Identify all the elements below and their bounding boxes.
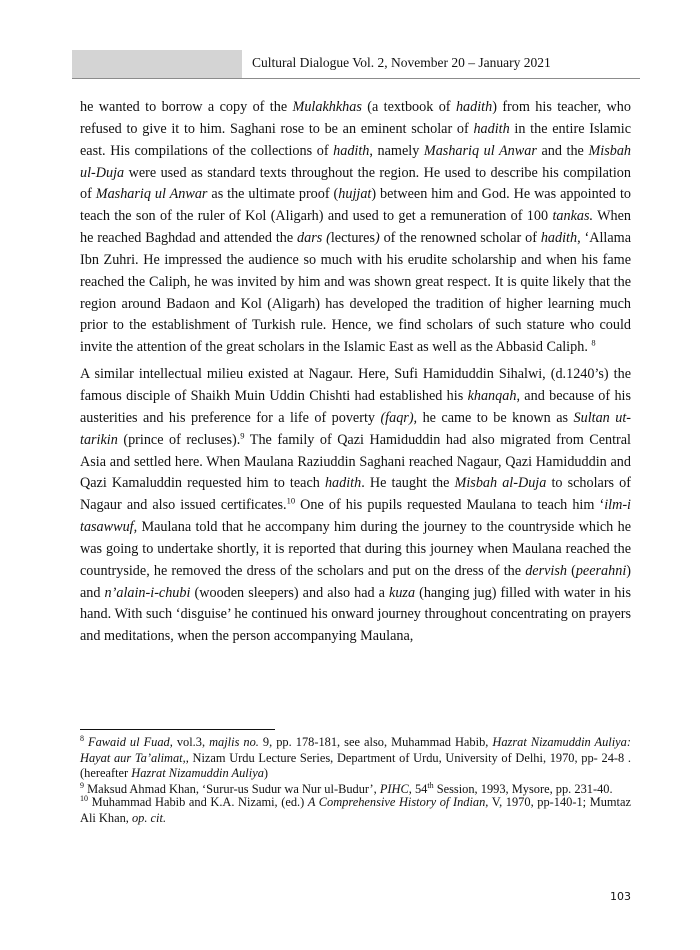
text-run: (prince of recluses). <box>117 431 241 448</box>
text-run: ) <box>263 766 269 781</box>
italic-term: n’alain-i-chubi <box>104 584 191 601</box>
italic-term: kuza <box>389 584 416 601</box>
italic-term: PIHC <box>379 781 409 796</box>
header-shaded-block <box>72 50 242 78</box>
text-run: ) between him and God. He was appointed to teach the son of the ruler of Kol (Aligarh) and used to get a remuneration of 100 <box>80 186 631 225</box>
text-run: Nizam Urdu Lecture Series, Department of Urdu, University of Delhi, 1970, pp- 24-8 . (hereafter <box>80 750 631 781</box>
text-run: ) and <box>80 562 631 601</box>
body-text <box>80 97 631 648</box>
italic-term: khanqah <box>467 387 517 404</box>
text-run: in the entire Islamic east. His compilations of the collections of <box>80 120 631 159</box>
italic-term: Misbah al-Duja <box>454 475 547 492</box>
italic-term: hujjat <box>338 186 372 203</box>
italic-term: majlis no. <box>209 735 259 749</box>
text-run: Session, 1993, Mysore, pp. 231-40. <box>433 781 613 796</box>
footnote-marker: 9 <box>80 780 84 790</box>
italic-term: hadith <box>473 120 510 137</box>
text-run: (wooden sleepers) and also had a <box>190 584 390 601</box>
footnote-marker: 8 <box>80 733 84 743</box>
text-run: , 54 <box>408 781 428 796</box>
italic-term: Mulakhkhas <box>292 99 362 115</box>
italic-term: (faqr), <box>380 409 418 426</box>
text-run: Muhammad Habib and K.A. Nizami, (ed.) <box>88 795 308 810</box>
text-run: (a textbook of <box>361 99 456 115</box>
text-run: ( <box>566 562 576 579</box>
italic-term: ) <box>374 230 380 247</box>
page-number: 103 <box>610 890 631 903</box>
italic-term: Fawaid ul Fuad, <box>88 735 173 749</box>
footnote-8 <box>80 735 631 782</box>
text-run: , ‘Allama Ibn Zuhri. He impressed the audience so much with his erudite scholarship and when his fame reached the Caliph, he was invited by him and was shown great respect. It is quite likely that the region around Badaon and Kol (Aligarh) has developed the tradition of higher learning much prior to the establishment of Turkish rule. Hence, we find scholars of such stature who could invite the attention of the great scholars in the Islamic East as well as the Abbasid Caliph. <box>80 230 631 356</box>
paragraph <box>80 364 631 648</box>
running-header: Cultural Dialogue Vol. 2, November 20 – January 2021 <box>252 55 551 70</box>
footnote-marker: 10 <box>80 794 88 804</box>
text-run: to scholars of Nagaur and also issued certificates. <box>80 475 632 514</box>
italic-term: Mashariq ul Anwar <box>423 142 537 159</box>
italic-term: tankas. <box>552 208 594 225</box>
text-run: A similar intellectual milieu existed at Nagaur. Here, Sufi Hamiduddin Sihalwi, (d.1240’s) the famous disciple of Shaikh Muin Uddin Chishti had established his <box>80 366 631 404</box>
footnote-marker: 9 <box>240 429 245 440</box>
text-run: Maksud Ahmad Khan, ‘Surur-us Sudur wa Nur ul-Budur’, <box>84 781 380 796</box>
text-run: One of his pupils requested Maulana to teach him ‘ <box>295 497 605 514</box>
footnote-separator <box>80 729 275 730</box>
text-run: , and because of his austerities and his preference for a life of poverty <box>80 387 631 426</box>
text-run: When he reached Baghdad and attended the <box>80 208 631 247</box>
italic-term: op. cit. <box>131 810 167 825</box>
italic-term: ilm-i tasawwuf, <box>80 497 631 536</box>
text-run: as the ultimate proof ( <box>207 186 339 203</box>
italic-term: peerahni <box>575 562 627 579</box>
text-run: ) from his teacher, who refused to give it to him. Saghani rose to be an eminent scholar of <box>80 99 631 137</box>
text-run: Maulana told that he accompany him during the journey to the countryside which he was going to undertake shortly, it is reported that during this journey when Maulana reached the countryside, he removed the dress of the scholars and put on the dress of the <box>80 519 631 579</box>
text-run: , namely <box>369 142 424 159</box>
footnotes <box>80 735 631 827</box>
italic-term: hadith <box>540 230 578 247</box>
text-run: were used as standard texts throughout the region. He used to describe his compilation of <box>80 164 631 203</box>
text-run: he wanted to borrow a copy of the <box>80 99 293 115</box>
text-run: and the <box>536 142 589 159</box>
footnote-marker: 10 <box>286 495 296 506</box>
text-run: The family of Qazi Hamiduddin had also migrated from Central Asia and settled here. When Maulana Raziuddin Saghani reached Nagaur, Qazi Hamiduddin and Qazi Kamaluddin requested him to teach <box>80 431 631 492</box>
text-run: (hanging jug) filled with water in his hand. With such ‘disguise’ he continued his onward journey throughout concentrating on prayers and meditations, when the person accompanying Maulana, <box>80 584 631 645</box>
italic-term: Sultan ut-tarikin <box>80 409 631 448</box>
italic-term: hadith <box>333 142 370 159</box>
text-run: of the renowned scholar of <box>379 230 541 247</box>
paragraph <box>80 97 631 359</box>
italic-term: hadith <box>324 475 362 492</box>
text-run: . He taught the <box>361 475 455 492</box>
footnote-10 <box>80 795 631 826</box>
text-run: lectures <box>330 230 375 247</box>
text-run: 9, pp. 178-181, see also, Muhammad Habib, <box>258 735 493 749</box>
text-run: V, 1970, pp-140-1; Mumtaz Ali Khan, <box>80 795 631 825</box>
italic-term: dervish <box>525 562 567 579</box>
text-run: he came to be known as <box>417 409 574 426</box>
italic-term: hadith <box>455 99 493 115</box>
text-run: vol.3, <box>172 735 210 749</box>
italic-term: Hazrat Nizamuddin Auliya <box>131 766 264 781</box>
italic-term: Mashariq ul Anwar <box>95 186 208 203</box>
footnote-marker: 8 <box>591 337 596 348</box>
italic-term: dars ( <box>297 230 331 247</box>
footnote-marker: th <box>427 780 434 790</box>
italic-term: Hazrat Nizamuddin Auliya: Hayat aur Ta’alimat,, <box>80 735 631 765</box>
italic-term: Misbah ul-Duja <box>80 142 631 181</box>
header-rule <box>72 78 640 79</box>
italic-term: A Comprehensive History of Indian, <box>307 795 489 810</box>
